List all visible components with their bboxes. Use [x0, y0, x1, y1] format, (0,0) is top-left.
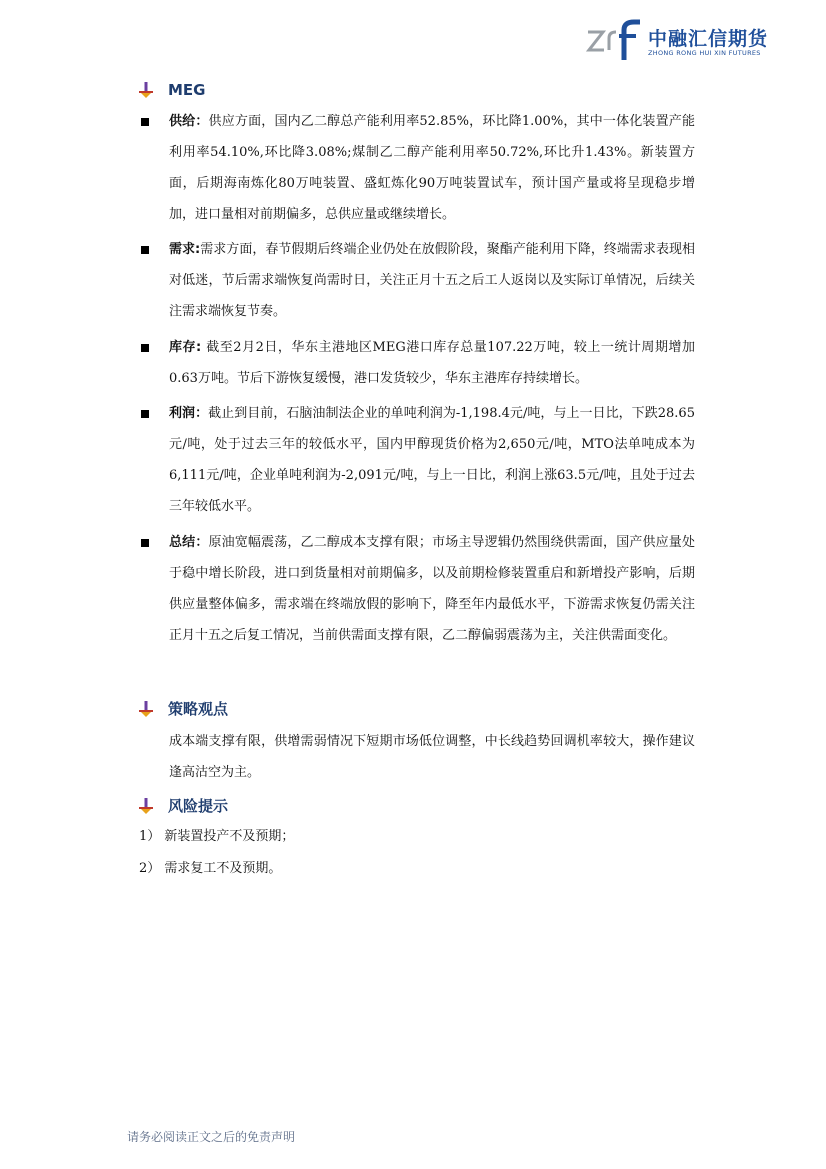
risk-item-2 [139, 859, 281, 879]
label-summary: 总结 [169, 535, 196, 550]
text-demand: 需求方面，春节假期后终端企业仍处在放假阶段，聚酯产能利用下降，终端需求表现相对低迷，节后需求端恢复尚需时日，关注正月十五之后工人返岗以及实际订单情况，后续关注需求端恢复节奏。 [169, 242, 695, 319]
paragraph-summary [169, 527, 695, 651]
logo-chinese-name: 中融汇信期货 [648, 28, 769, 50]
zrf-logo-mark-icon [586, 18, 644, 62]
risk-item-number: 1） [139, 829, 161, 844]
down-arrow-bullet-icon [138, 798, 154, 814]
risk-item-text: 需求复工不及预期。 [164, 861, 282, 876]
company-logo [586, 18, 776, 62]
risk-item-number: 2） [139, 861, 161, 876]
paragraph-inventory [169, 332, 695, 394]
section-title-risk: 风险提示 [168, 797, 229, 815]
label-sep: : [196, 340, 207, 355]
label-sep: : [195, 242, 201, 257]
section-heading-risk [138, 795, 228, 816]
logo-english-name: ZHONG RONG HUI XIN FUTURES [648, 49, 761, 57]
text-inventory: 截至2月2日，华东主港地区MEG港口库存总量107.22万吨，较上一统计周期增加0.63万吨。节后下游恢复缓慢，港口发货较少，华东主港库存持续增长。 [169, 340, 695, 386]
square-bullet-icon [141, 410, 149, 418]
risk-item-text: 新装置投产不及预期； [164, 829, 295, 844]
label-sep: ： [195, 535, 209, 550]
square-bullet-icon [141, 118, 149, 126]
label-supply: 供给 [169, 114, 196, 129]
section-heading-meg [138, 81, 206, 99]
label-sep: ： [195, 406, 209, 421]
paragraph-strategy: 成本端支撑有限，供增需弱情况下短期市场低位调整，中长线趋势回调机率较大，操作建议逢高沽空为主。 [169, 734, 695, 780]
down-arrow-bullet-icon [138, 82, 154, 98]
section-heading-strategy [138, 698, 228, 719]
paragraph-supply [169, 106, 695, 230]
paragraph-profit [169, 398, 695, 522]
footer-disclaimer: 请务必阅读正文之后的免责声明 [127, 1130, 296, 1144]
down-arrow-bullet-icon [138, 701, 154, 717]
risk-item-1 [139, 827, 294, 847]
label-profit: 利润 [169, 406, 196, 421]
square-bullet-icon [141, 344, 149, 352]
text-supply: 供应方面，国内乙二醇总产能利用率52.85%，环比降1.00%，其中一体化装置产能利用率54.10%,环比降3.08%;煤制乙二醇产能利用率50.72%,环比升1.43%。新装置方面，后期海南炼化80万吨装置、盛虹炼化90万吨装置试车，预计国产量或将呈现稳步增加，进口量相对前期偏多，总供应量或继续增长。 [169, 114, 695, 222]
section-title-strategy: 策略观点 [168, 700, 229, 718]
label-demand: 需求 [169, 242, 196, 257]
text-summary: 原油宽幅震荡，乙二醇成本支撑有限；市场主导逻辑仍然围绕供需面，国产供应量处于稳中增长阶段，进口到货量相对前期偏多，以及前期检修装置重启和新增投产影响，后期供应量整体偏多，需求端在终端放假的影响下，降至年内最低水平，下游需求恢复仍需关注正月十五之后复工情况，当前供需面支撑有限，乙二醇偏弱震荡为主，关注供需面变化。 [169, 535, 695, 643]
label-inventory: 库存 [169, 340, 197, 355]
square-bullet-icon [141, 539, 149, 547]
section-title-meg: MEG [168, 81, 206, 99]
square-bullet-icon [141, 246, 149, 254]
paragraph-demand [169, 234, 695, 327]
label-sep: ： [195, 114, 209, 129]
text-profit: 截止到目前，石脑油制法企业的单吨利润为-1,198.4元/吨，与上一日比，下跌28.65元/吨，处于过去三年的较低水平，国内甲醇现货价格为2,650元/吨，MTO法单吨成本为6,111元/吨，企业单吨利润为-2,091元/吨，与上一日比，利润上涨63.5元/吨，且处于过去三年较低水平。 [169, 406, 695, 514]
